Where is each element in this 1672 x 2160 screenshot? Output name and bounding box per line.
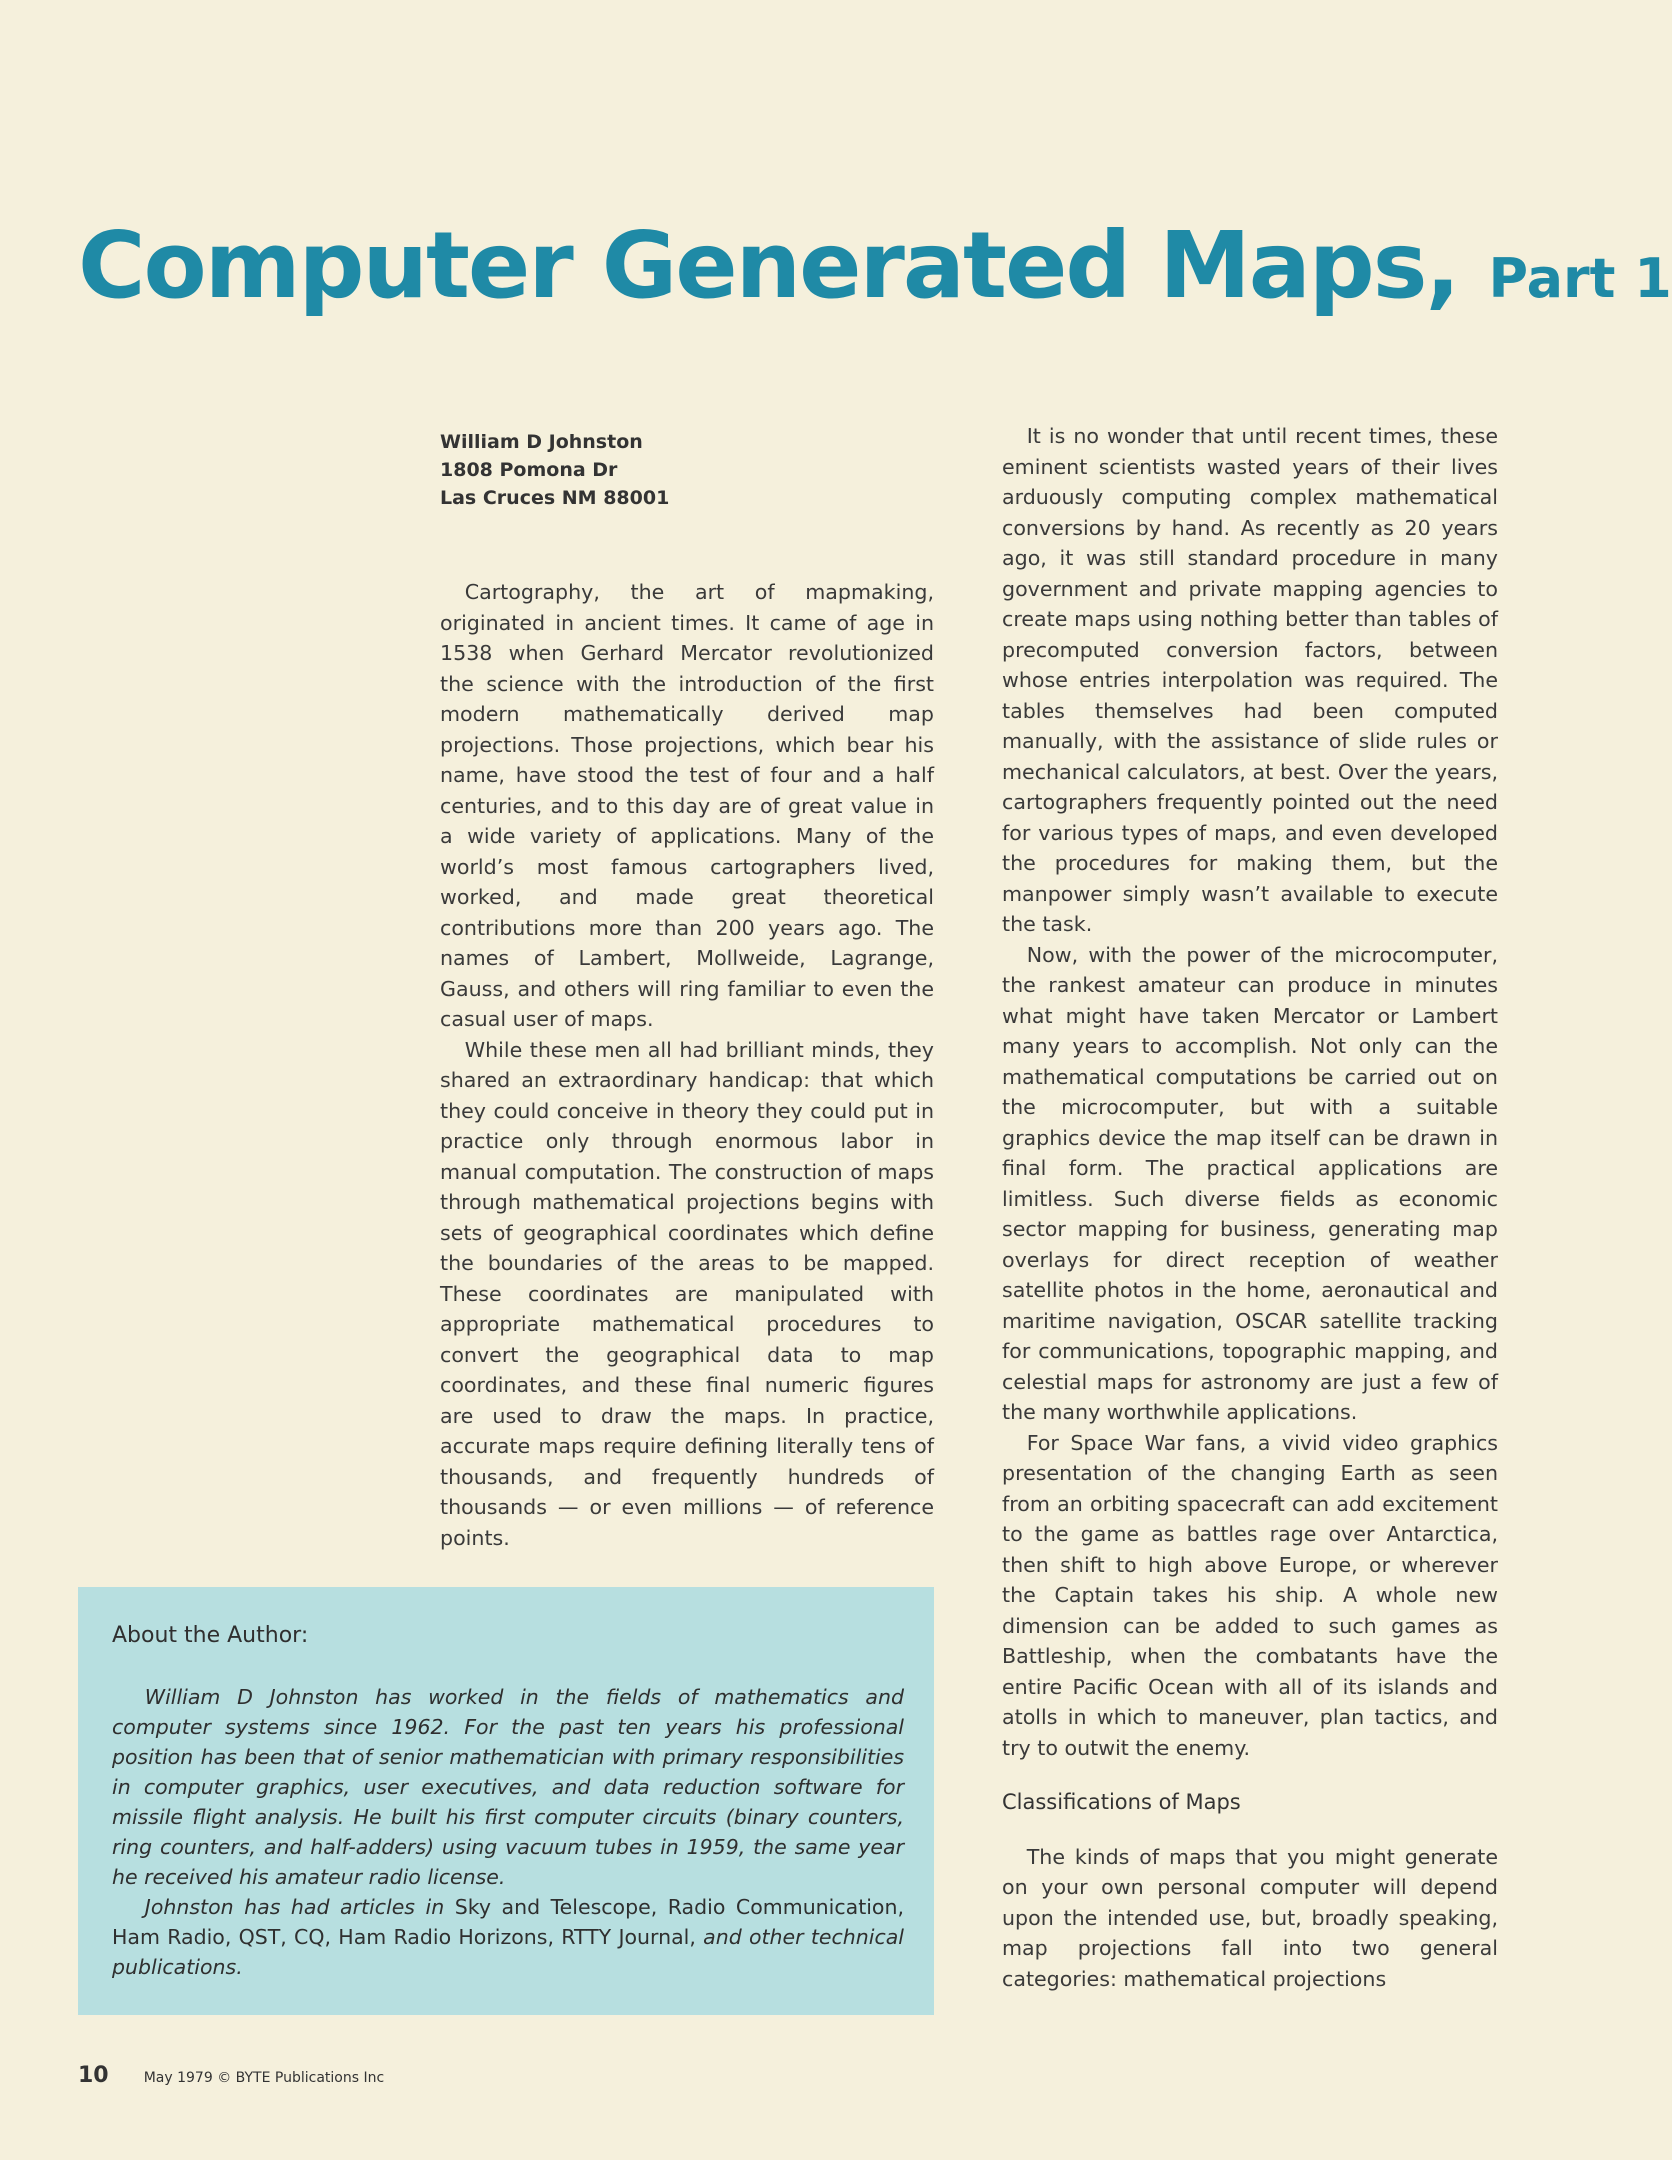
publication-list: Sky and Telescope, Radio Communication, Ham Radio, QST, CQ, Ham Radio Horizons, RTTY Journal,	[112, 1895, 904, 1949]
page-footer	[78, 2063, 384, 2088]
about-heading: About the Author:	[112, 1623, 309, 1648]
about-the-author-box	[78, 1587, 934, 2015]
paragraph: Now, with the power of the microcomputer, the rankest amateur can produce in minutes what might have taken Mercator or Lambert many years to accomplish. Not only can the mathematical computations be carried out on the microcomputer, but with a suitable graphics device the map itself can be drawn in final form. The practical applications are limitless. Such diverse fields as economic sector mapping for business, generating map overlays for direct reception of weather satellite photos in the home, aeronautical and maritime navigation, OSCAR satellite tracking for communications, topographic mapping, and celestial maps for astronomy are just a few of the many worthwhile applications.	[1002, 942, 1498, 1424]
paragraph: For Space War fans, a vivid video graphics presentation of the changing Earth as seen from an orbiting spacecraft can add excitement to the game as battles rage over Antarctica, then shift to high above Europe, or wherever the Captain takes his ship. A whole new dimension can be added to such games as Battleship, when the combatants have the entire Pacific Ocean with all of its islands and atolls in which to maneuver, plan tactics, and try to outwit the enemy.	[1002, 1430, 1498, 1760]
about-paragraph: William D Johnston has worked in the fields of mathematics and computer systems since 1962. For the past ten years his professional position has been that of senior mathematician with primary responsibilities in computer graphics, user executives, and data reduction software for missile flight analysis. He built his first computer circuits (binary counters, ring counters, and half-adders) using vacuum tubes in 1959, the same year he received his amateur radio license.	[112, 1685, 904, 1889]
page-number: 10	[78, 2063, 109, 2088]
title-main: Computer Generated Maps,	[78, 212, 1459, 319]
paragraph: Cartography, the art of mapmaking, originated in ancient times. It came of age in 1538 when Gerhard Mercator revolutionized the science with the introduction of the first modern mathematically derived map projections. Those projections, which bear his name, have stood the test of four and a half centuries, and to this day are of great value in a wide variety of applications. Many of the world’s most famous cartographers lived, worked, and made great theoretical contributions more than 200 years ago. The names of Lambert, Mollweide, Lagrange, Gauss, and others will ring familiar to even the casual user of maps.	[440, 580, 934, 1031]
about-text	[112, 1682, 904, 1982]
author-street: 1808 Pomona Dr	[440, 459, 618, 481]
author-address	[440, 428, 860, 512]
right-column	[1002, 421, 1498, 1994]
article-title	[78, 212, 1672, 319]
left-column	[440, 577, 934, 1553]
author-name: William D Johnston	[440, 431, 643, 453]
paragraph: It is no wonder that until recent times, these eminent scientists wasted years of their lives arduously computing complex mathematical conversions by hand. As recently as 20 years ago, it was still standard procedure in many government and private mapping agencies to create maps using nothing better than tables of precomputed conversion factors, between whose entries interpolation was required. The tables themselves had been computed manually, with the assistance of slide rules or mechanical calculators, at best. Over the years, cartographers frequently pointed out the need for various types of maps, and even developed the procedures for making them, but the manpower simply wasn’t available to execute the task.	[1002, 424, 1498, 936]
about-text-part: Johnston has had articles in	[144, 1895, 455, 1919]
paragraph: The kinds of maps that you might generate on your own personal computer will depend upon the intended use, but, broadly speaking, map projections fall into two general categories: mathematical projections	[1002, 1844, 1498, 1991]
author-city: Las Cruces NM 88001	[440, 487, 670, 509]
section-heading: Classifications of Maps	[1002, 1790, 1241, 1814]
title-part: Part 1	[1488, 247, 1672, 310]
paragraph: While these men all had brilliant minds, they shared an extraordinary handicap: that which they could conceive in theory they could put in practice only through enormous labor in manual computation. The construction of maps through mathematical projections begins with sets of geographical coordinates which define the boundaries of the areas to be mapped. These coordinates are manipulated with appropriate mathematical procedures to convert the geographical data to map coordinates, and these final numeric figures are used to draw the maps. In practice, accurate maps require defining literally tens of thousands, and frequently hundreds of thousands — or even millions — of reference points.	[440, 1037, 934, 1550]
about-paragraph	[112, 1892, 904, 1982]
about-text-part: and other technical publications.	[112, 1925, 904, 1979]
footer-credit: May 1979 © BYTE Publications Inc	[143, 2070, 385, 2086]
